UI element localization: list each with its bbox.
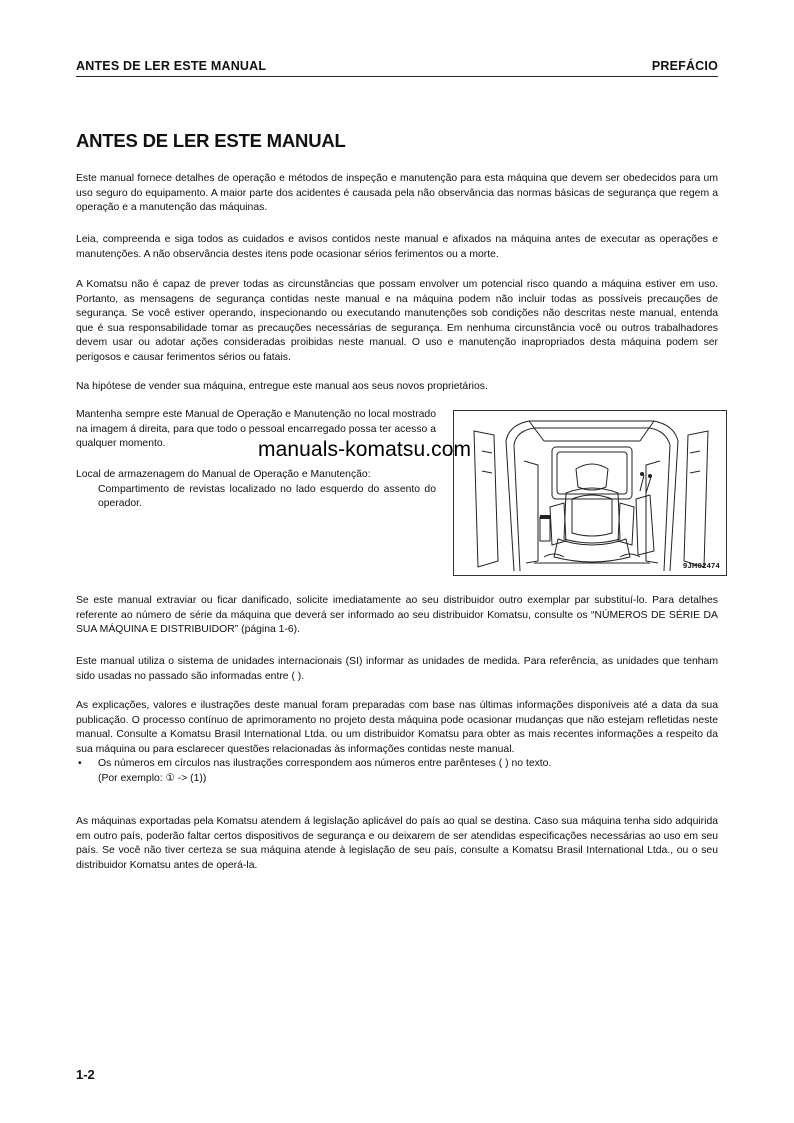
header-chapter-title: PREFÁCIO (651, 59, 718, 73)
paragraph-si-units: Este manual utiliza o sistema de unidades internacionais (SI) informar as unidades de medida. Para referência, as unidades que tenham sido usadas no passado são informadas entre ( ). (76, 656, 718, 682)
operator-cab-drawing (454, 411, 728, 577)
paragraph-read-warnings: Leia, compreenda e siga todos as cuidados e avisos contidos neste manual e afixados na máquina antes de executar as operações e manutenções. A não observância destes itens pode ocasionar sérios ferimentos ou a morte. (76, 234, 718, 260)
paragraph-lost-manual: Se este manual extraviar ou ficar danificado, solicite imediatamente ao seu distribuidor outro exemplar par substituí-lo. Para detalhes referente ao número de série da máquina que deverá ser informado ao seu distribuidor Komatsu, consulte os “NÚMEROS DE SÉRIE DA SUA MÁQUINA E DISTRIBUIDOR” (página 1-6). (76, 595, 718, 636)
paragraph-keep-manual: Mantenha sempre este Manual de Operação e Manutenção no local mostrado na imagem á direita, para que todo o pessoal encarregado possa ter acesso a qualquer momento. (76, 409, 436, 450)
paragraph-explanations (76, 699, 718, 787)
header-section-title: ANTES DE LER ESTE MANUAL (76, 59, 267, 73)
explanations-text: As explicações, valores e ilustrações deste manual foram preparadas com base nas últimas informações disponíveis até a data da sua publicação. O processo contínuo de aprimoramento no projeto desta máquina pode ocasionar mudanças que não estejam refletidas neste manual. Consulte a Komatsu Brasil International Ltda. ou um distribuidor Komatsu para obter as mais recentes informações a respeito da sua máquina ou para esclarecer questões relacionadas às informações contidas neste manual. (76, 700, 718, 755)
paragraph-intro: Este manual fornece detalhes de operação e métodos de inspeção e manutenção para esta máquina que devem ser obedecidos para um uso seguro do equipamento. A maior parte dos acidentes é causada pela não observância das normas básicas de segurança que regem a operação e a manutenção das máquinas. (76, 173, 718, 214)
bullet-dot: • (78, 758, 82, 770)
paragraph-komatsu-risks: A Komatsu não é capaz de prever todas as circunstâncias que possam envolver um potencial risco quando a máquina estiver em uso. Portanto, as mensagens de segurança contidas neste manual e na máquina podem não incluir todas as possíveis precauções de segurança. Se você estiver operando, inspecionando ou executando manutenções sob condições não descritas neste manual, entenda que é sua responsabilidade tomar as precauções necessárias de segurança. Em nenhuma circunstância você ou outros trabalhadores devem usar ou adotar ações consideradas proibidas neste manual. O uso e manutenção inapropriados desta máquina podem ser perigosos e causar ferimentos sérios ou fatais. (76, 279, 718, 363)
paragraph-export-legislation: As máquinas exportadas pela Komatsu atendem á legislação aplicável do país ao qual se destina. Caso sua máquina tenha sido adquirida em outro país, poderão faltar certos dispositivos de segurança e ou deixarem de ser atendidas especificações necessárias ao uso em seu país. Se você não tiver certeza se sua máquina atende à legislação de seu país, consulte a Komatsu Brasil International Ltda., ou o seu distribuidor Komatsu antes de operá-la. (76, 816, 718, 871)
page-number: 1-2 (76, 1067, 95, 1082)
page-title: ANTES DE LER ESTE MANUAL (76, 130, 346, 151)
figure-code: 9JH02474 (682, 561, 720, 570)
bullet-item (76, 757, 718, 772)
storage-location-label: Local de armazenagem do Manual de Operação e Manutenção: (76, 469, 371, 480)
cab-illustration (453, 410, 727, 576)
watermark: manuals-komatsu.com (258, 438, 472, 461)
paragraph-storage-location (76, 468, 436, 512)
storage-location-detail: Compartimento de revistas localizado no lado esquerdo do assento do operador. (98, 483, 436, 510)
bullet-text: Os números em círculos nas ilustrações correspondem aos números entre parênteses ( ) no texto. (98, 758, 552, 770)
page-header (76, 58, 718, 77)
bullet-example: (Por exemplo: ① -> (1)) (98, 772, 207, 784)
paragraph-sell-machine: Na hipótese de vender sua máquina, entregue este manual aos seus novos proprietários. (76, 381, 488, 392)
